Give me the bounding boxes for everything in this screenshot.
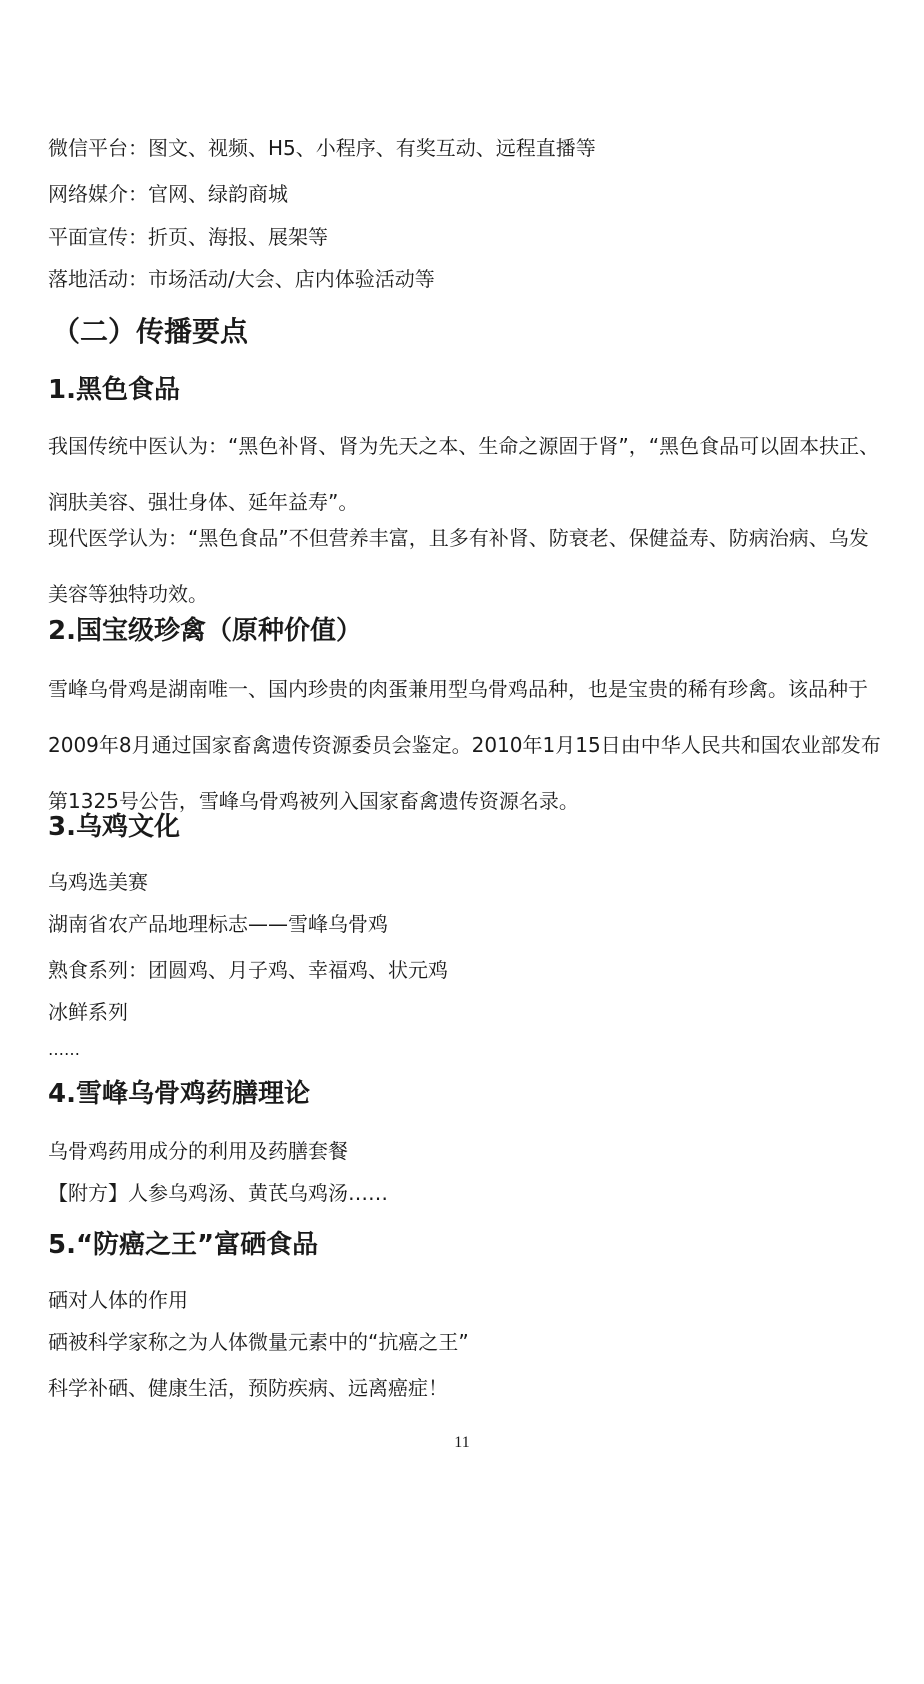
- heading-black-food: 1.黑色食品: [48, 375, 180, 405]
- list-item: 冰鲜系列: [48, 1000, 128, 1024]
- list-item: 乌骨鸡药用成分的利用及药膳套餐: [48, 1139, 348, 1163]
- paragraph-tcm: 我国传统中医认为：“黑色补肾、肾为先天之本、生命之源固于肾”，“黑色食品可以固本扶正、润肤美容、强壮身体、延年益寿”。: [48, 434, 880, 514]
- page-number: 11: [454, 1434, 470, 1451]
- channel-print: 平面宣传：折页、海报、展架等: [48, 225, 328, 249]
- list-item-ellipsis: ……: [48, 1040, 80, 1059]
- heading-chicken-culture: 3.乌鸡文化: [48, 812, 180, 842]
- paragraph-xuefeng-chicken: 雪峰乌骨鸡是湖南唯一、国内珍贵的肉蛋兼用型乌骨鸡品种，也是宝贵的稀有珍禽。该品种于2009年8月通过国家畜禽遗传资源委员会鉴定。2010年1月15日由中华人民共和国农业部发布第1325号公告，雪峰乌骨鸡被列入国家畜禽遗传资源名录。: [48, 677, 881, 813]
- channel-wechat: 微信平台：图文、视频、H5、小程序、有奖互动、远程直播等: [48, 136, 596, 160]
- list-item: 【附方】人参乌鸡汤、黄芪乌鸡汤……: [48, 1181, 388, 1205]
- list-item: 湖南省农产品地理标志——雪峰乌骨鸡: [48, 912, 388, 936]
- list-item: 乌鸡选美赛: [48, 870, 148, 894]
- paragraph-modern-medicine: 现代医学认为：“黑色食品”不但营养丰富，且多有补肾、防衰老、保健益寿、防病治病、乌发美容等独特功效。: [48, 526, 869, 606]
- list-item: 科学补硒、健康生活，预防疾病、远离癌症！: [48, 1376, 448, 1400]
- heading-selenium-food: 5.“防癌之王”富硒食品: [48, 1230, 319, 1260]
- heading-medicinal-diet: 4.雪峰乌骨鸡药膳理论: [48, 1079, 310, 1109]
- list-item: 熟食系列：团圆鸡、月子鸡、幸福鸡、状元鸡: [48, 958, 448, 982]
- channel-web: 网络媒介：官网、绿韵商城: [48, 182, 288, 206]
- section-title: （二）传播要点: [52, 315, 249, 348]
- list-item: 硒对人体的作用: [48, 1288, 188, 1312]
- channel-offline: 落地活动：市场活动/大会、店内体验活动等: [48, 267, 435, 291]
- list-item: 硒被科学家称之为人体微量元素中的“抗癌之王”: [48, 1330, 469, 1354]
- heading-national-treasure: 2.国宝级珍禽（原种价值）: [48, 616, 362, 646]
